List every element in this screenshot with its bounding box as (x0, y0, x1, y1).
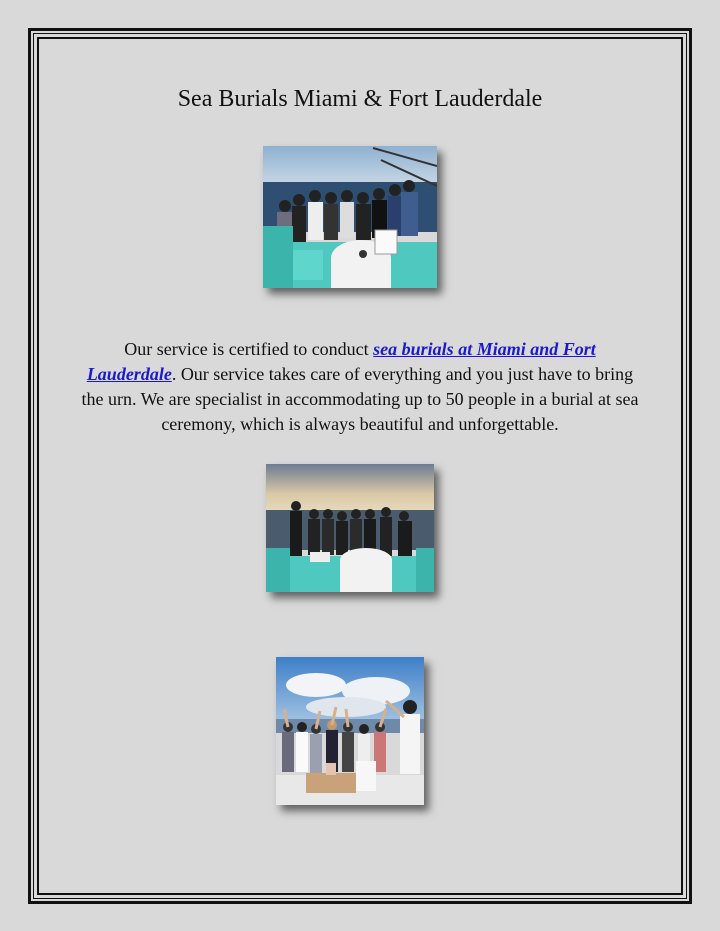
paragraph-text-after-link: . Our service takes care of everything and you just have to bring the urn. We are specialist in accommodating up to 50 people in a burial at sea ceremony, which is always beautiful and unforgettable. (81, 364, 639, 434)
group-toasting-on-boat (276, 657, 424, 805)
group-photo-at-sunset (266, 464, 434, 592)
sea-burials-link[interactable]: sea burials at Miami and Fort Lauderdale (86, 339, 596, 384)
paragraph-text-before-link: Our service is certified to conduct (124, 339, 374, 359)
page-title: Sea Burials Miami & Fort Lauderdale (177, 86, 543, 112)
group-photo-on-boat-deck (263, 146, 437, 288)
intro-paragraph (80, 337, 640, 437)
